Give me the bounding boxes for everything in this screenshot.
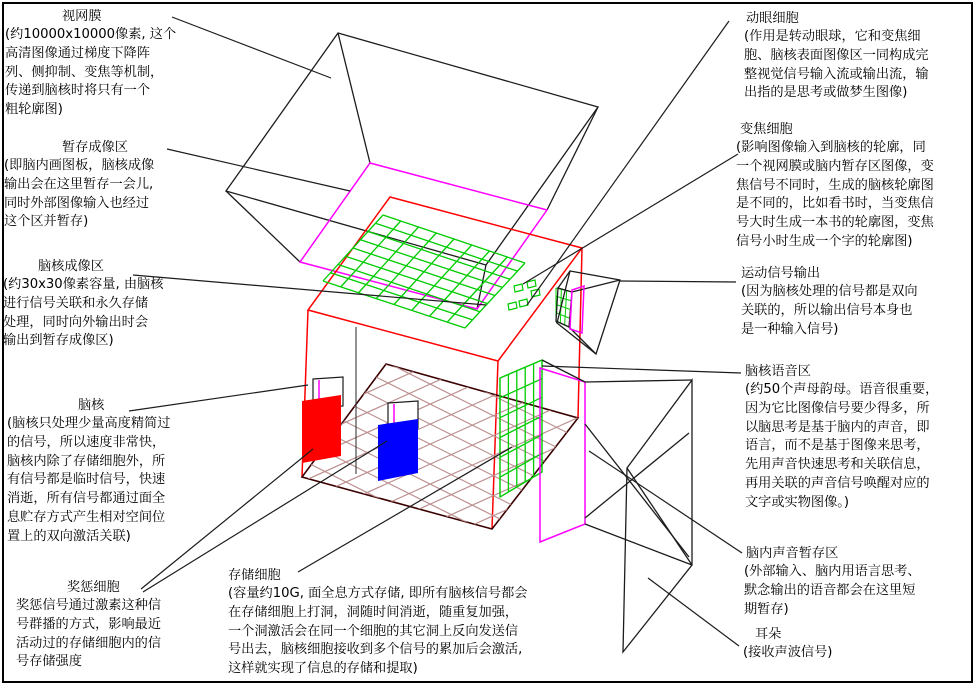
- label-line: (脑核只处理少量高度精简过: [7, 416, 171, 431]
- label-line: 这个区并暂存): [4, 214, 89, 230]
- label-title-reward-penalty-cells: 奖惩细胞: [67, 580, 120, 595]
- label-title-storage-cells: 存储细胞: [228, 568, 281, 583]
- label-line: (因为脑核处理的信号都是双向: [741, 284, 918, 299]
- penalty-cell-blue: [378, 401, 418, 481]
- label-inner-sound-buffer: [744, 544, 975, 619]
- core-imaging-grid: [323, 215, 525, 328]
- pixel-square: [519, 299, 528, 307]
- label-title-retina: 视网膜: [62, 9, 102, 24]
- reward-cell-red: [302, 377, 343, 463]
- label-line: 高清图像通过梯度下降阵: [5, 45, 151, 61]
- label-line: 号大时生成一本书的轮廓图，变焦: [736, 215, 934, 231]
- label-line: 默念输出的语音都会在这里短: [744, 582, 916, 598]
- label-line: 关联的，所以输出信号本身也: [741, 302, 913, 318]
- label-line: 以脑思考是基于脑内的声音，即: [745, 419, 930, 435]
- pixel-square: [514, 284, 523, 292]
- label-line: 再用关联的声音信号唤醒对应的: [745, 475, 930, 491]
- label-line: 信号小时生成一个字的轮廓图): [736, 233, 913, 249]
- label-line: 传递到脑核时将只有一个: [5, 83, 151, 99]
- label-line: 是一种输入信号): [741, 321, 839, 337]
- label-reward-penalty-cells: [16, 578, 201, 672]
- label-line: 的信号，所以速度非常快，: [7, 434, 166, 450]
- label-title-temp-imaging-area: 暂存成像区: [62, 140, 128, 155]
- label-line: (约30x30像素容量, 由脑核: [3, 277, 164, 292]
- label-line: (容量约10G, 面全息方式存储, 即所有脑核信号都会: [228, 586, 528, 601]
- label-line: 同时外部图像输入也经过: [4, 195, 150, 211]
- label-line: (约10000x10000像素, 这个: [5, 27, 177, 42]
- leader-core-voice-area: [542, 366, 741, 373]
- label-line: 这样就实现了信息的存储和提取): [228, 661, 418, 677]
- label-line: 活动过的存储细胞内的信: [16, 635, 162, 651]
- label-line: 进行信号关联和永久存储: [3, 295, 149, 311]
- label-line: (作用是转动眼球，它和变焦细: [744, 29, 921, 44]
- label-line: 输出会在这里暂存一会儿,: [4, 176, 154, 192]
- label-title-core-imaging-area: 脑核成像区: [38, 259, 104, 274]
- label-line: 焦信号不同时，生成的脑核轮廓图: [736, 177, 934, 193]
- label-line: 奖惩信号通过激素这种信: [16, 598, 162, 613]
- pixel-square: [508, 302, 517, 310]
- label-line: 文字或实物图像。): [745, 494, 850, 510]
- label-line: 整视觉信号输入流或输出流，输: [744, 66, 929, 82]
- label-title-zoom-cells: 变焦细胞: [740, 122, 793, 137]
- label-line: 期暂存): [744, 601, 789, 617]
- label-line: 是不同的，比如看书时，当变焦信: [736, 196, 934, 212]
- imaging-grids: [315, 215, 572, 497]
- label-line: 粗轮廓图): [5, 102, 63, 118]
- label-line: 先用声音快速思考和关联信息，: [745, 457, 930, 473]
- label-ear: [743, 625, 975, 663]
- label-eye-movement-cells: [744, 9, 975, 103]
- label-title-core-voice-area: 脑核语音区: [745, 364, 811, 379]
- leader-lines: [129, 17, 742, 646]
- label-line: 一个洞激活会在同一个细胞的其它洞上反向发送信: [228, 623, 519, 639]
- label-line: 输出到暂存成像区): [3, 333, 114, 349]
- output-pixel-squares: [508, 280, 540, 310]
- label-line: (即脑内画图板，脑核成像: [4, 158, 155, 173]
- leader-motion-signal-output: [620, 281, 736, 282]
- leader-temp-imaging-area: [167, 149, 350, 191]
- label-motion-signal-output: [741, 264, 975, 339]
- label-zoom-cells: [736, 120, 975, 252]
- label-line: 置上的双向激活关联): [7, 528, 131, 544]
- label-title-eye-movement-cells: 动眼细胞: [746, 11, 799, 26]
- label-line: 有信号都是临时信号，快速: [7, 472, 166, 488]
- label-title-brain-core: 脑核: [78, 398, 105, 413]
- leader-zoom-cells: [523, 154, 738, 284]
- label-line: (影响图像输入到脑核的轮廓，同: [736, 140, 926, 155]
- label-line: 语言，而不是基于图像来思考，: [745, 438, 930, 454]
- label-line: 号出去，脑核细胞接收到多个信号的累加后会激活,: [228, 642, 523, 658]
- leader-eye-movement-cells: [527, 21, 729, 305]
- label-line: (约50个声母韵母。语音很重要，: [745, 382, 939, 397]
- label-line: 因为它比图像信号要少得多，所: [745, 400, 930, 416]
- label-core-voice-area: [745, 362, 975, 513]
- label-line: 一个视网膜或脑内暂存区图像，变: [736, 158, 934, 174]
- label-core-imaging-area: [3, 257, 188, 351]
- label-line: 胞、脑核表面图像区一同构成完: [744, 47, 929, 63]
- label-line: (接收声波信号): [743, 645, 833, 660]
- temp-imaging-rim: [300, 163, 547, 309]
- leader-ear: [648, 578, 739, 646]
- label-line: 列、侧抑制、变焦等机制，: [5, 64, 164, 80]
- label-storage-cells: [228, 566, 563, 679]
- label-line: 出指的是思考或做梦生图像): [744, 85, 908, 101]
- label-line: 号存储强度: [16, 654, 82, 670]
- label-line: 处理，同时向外输出时会: [3, 314, 149, 330]
- label-title-ear: 耳朵: [755, 627, 782, 642]
- voice-wall-grid: [500, 360, 542, 497]
- label-line: 号群播的方式，影响最近: [16, 616, 162, 632]
- leader-inner-sound-buffer: [589, 451, 742, 553]
- label-line: 在存储细胞上打洞，洞随时间消逝，随重复加强，: [228, 604, 519, 620]
- label-line: (外部输入、脑内用语言思考、: [744, 564, 921, 579]
- label-line: 消逝，所有信号都通过面全: [7, 491, 166, 507]
- label-line: 息贮存方式产生相对空间位: [7, 509, 166, 525]
- label-brain-core: [7, 396, 197, 547]
- ear-funnel: [542, 360, 692, 652]
- label-line: 脑核内除了存储细胞外，所: [7, 453, 166, 469]
- label-title-inner-sound-buffer: 脑内声音暂存区: [746, 546, 839, 561]
- label-title-motion-signal-output: 运动信号输出: [741, 266, 821, 281]
- label-retina: [5, 7, 190, 120]
- leader-retina: [172, 17, 331, 78]
- label-temp-imaging-area: [4, 138, 189, 232]
